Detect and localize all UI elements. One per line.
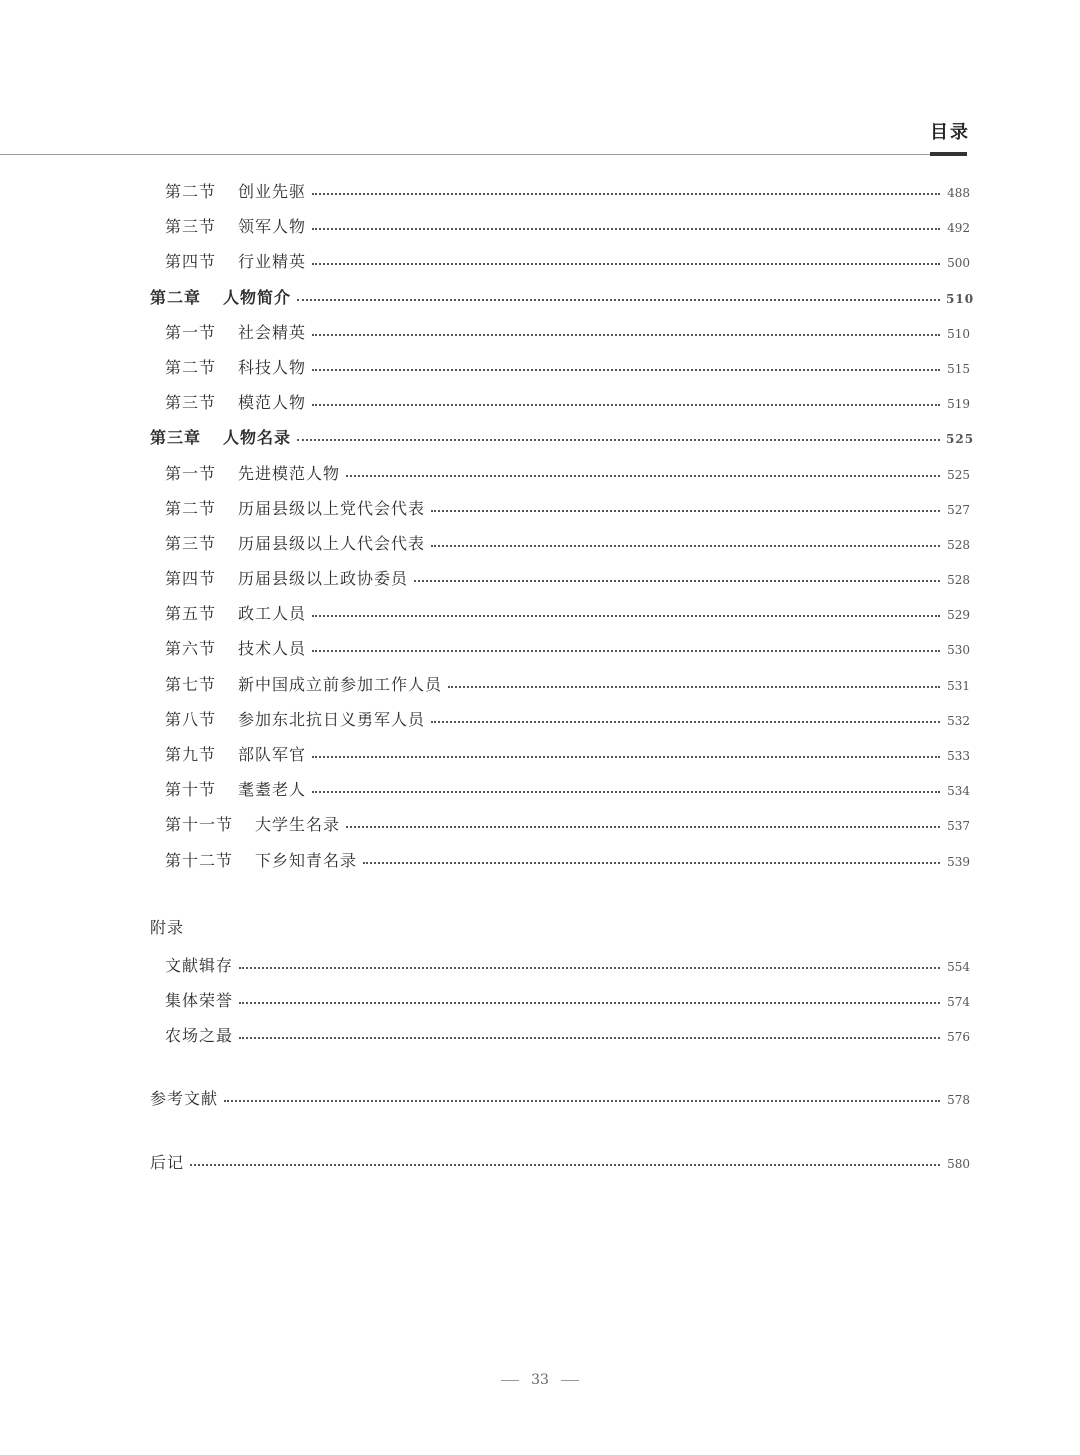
entry-number: 第三节 <box>165 533 217 553</box>
entry-title: 下乡知青名录 <box>255 850 358 870</box>
toc-entry-references[interactable] <box>150 1081 970 1116</box>
entry-number: 第十节 <box>165 780 217 800</box>
toc-section-entry[interactable] <box>150 350 970 385</box>
toc-appendix-list <box>150 948 970 1054</box>
entry-page-number: 554 <box>947 959 970 974</box>
header-accent-bar <box>930 152 967 156</box>
entry-page-number: 574 <box>947 994 970 1009</box>
toc-main-block <box>150 174 975 878</box>
entry-title: 集体荣誉 <box>165 990 234 1010</box>
dot-leader <box>312 611 940 617</box>
entry-number: 第三章 <box>150 428 202 448</box>
entry-number: 第四节 <box>165 252 217 272</box>
entry-number: 第五节 <box>165 604 217 624</box>
entry-page-number: 525 <box>946 432 975 447</box>
dot-leader <box>190 1160 940 1166</box>
entry-number: 第一节 <box>165 322 217 342</box>
page-footer <box>0 1372 1080 1388</box>
toc-appendix-heading[interactable] <box>150 908 970 948</box>
dot-leader <box>312 224 940 230</box>
entry-title: 模范人物 <box>238 393 307 413</box>
entry-title: 耄耋老人 <box>238 780 307 800</box>
entry-page-number: 580 <box>947 1156 970 1171</box>
entry-page-number: 519 <box>947 397 970 412</box>
entry-page-number: 515 <box>947 361 970 376</box>
entry-number: 第二节 <box>165 182 217 201</box>
entry-page-number: 533 <box>947 749 970 763</box>
dot-leader <box>312 259 940 265</box>
toc-section-entry[interactable] <box>150 667 970 702</box>
entry-page-number: 539 <box>947 854 970 869</box>
entry-title: 政工人员 <box>238 604 307 624</box>
entry-title: 创业先驱 <box>238 182 307 201</box>
entry-page-number: 510 <box>947 326 970 341</box>
entry-page-number: 532 <box>947 713 970 728</box>
entry-title: 参考文献 <box>150 1089 219 1109</box>
toc-appendix-entry[interactable] <box>150 983 970 1018</box>
entry-number: 第二节 <box>165 357 217 377</box>
entry-title: 参加东北抗日义勇军人员 <box>238 709 426 729</box>
dot-leader <box>448 682 940 688</box>
entry-page-number: 531 <box>947 678 970 693</box>
dot-leader <box>239 963 940 969</box>
entry-title: 行业精英 <box>238 252 307 272</box>
footer-dash-right <box>561 1380 579 1381</box>
entry-number: 第一节 <box>165 463 217 483</box>
entry-number: 第三节 <box>165 217 217 237</box>
dot-leader <box>297 435 940 441</box>
entry-page-number: 537 <box>947 819 970 834</box>
dot-leader <box>224 1096 940 1102</box>
entry-number: 第十二节 <box>165 850 234 870</box>
toc-section-entry[interactable] <box>150 596 970 631</box>
entry-number: 第二节 <box>165 498 217 518</box>
entry-page-number: 534 <box>947 784 970 799</box>
entry-page-number: 492 <box>947 221 970 236</box>
dot-leader <box>297 295 940 301</box>
entry-title: 人物简介 <box>223 287 292 307</box>
toc-section-entry[interactable] <box>150 737 970 772</box>
entry-number: 第三节 <box>165 393 217 413</box>
toc-section-entry[interactable] <box>150 385 970 420</box>
dot-leader <box>239 1033 940 1039</box>
entry-page-number: 578 <box>947 1093 970 1108</box>
entry-page-number: 500 <box>947 256 970 271</box>
entry-title: 先进模范人物 <box>238 463 341 483</box>
dot-leader <box>346 822 940 828</box>
entry-page-number: 510 <box>946 291 975 306</box>
entry-number: 第六节 <box>165 639 217 659</box>
toc-section-entry[interactable] <box>150 631 970 666</box>
dot-leader <box>414 576 940 582</box>
entry-title: 新中国成立前参加工作人员 <box>238 674 443 694</box>
dot-leader <box>312 330 940 336</box>
toc-section-entry[interactable] <box>150 772 970 807</box>
dot-leader <box>312 752 940 758</box>
page-number: 33 <box>531 1372 549 1388</box>
toc-section-entry[interactable] <box>150 174 970 209</box>
toc-section-entry[interactable] <box>150 526 970 561</box>
toc-section-entry[interactable] <box>150 561 970 596</box>
dot-leader <box>363 858 940 864</box>
toc-section-entry[interactable] <box>150 244 970 279</box>
toc-section-entry[interactable] <box>150 491 970 526</box>
entry-title: 领军人物 <box>238 217 307 237</box>
toc-section-entry[interactable] <box>150 209 970 244</box>
appendix-heading-label: 附录 <box>150 917 185 937</box>
entry-title: 人物名录 <box>223 428 292 448</box>
dot-leader <box>312 787 940 793</box>
table-of-contents <box>150 174 975 1180</box>
entry-title: 农场之最 <box>165 1026 234 1046</box>
entry-title: 历届县级以上党代会代表 <box>238 498 426 518</box>
entry-number: 第十一节 <box>165 815 234 835</box>
toc-appendix-entry[interactable] <box>150 948 970 983</box>
dot-leader <box>239 998 940 1004</box>
dot-leader <box>312 400 940 406</box>
entry-number: 第九节 <box>165 745 217 764</box>
entry-title: 后记 <box>150 1152 185 1172</box>
entry-number: 第二章 <box>150 287 202 307</box>
entry-title: 技术人员 <box>238 639 307 659</box>
toc-entry-afterword[interactable] <box>150 1145 970 1180</box>
dot-leader <box>312 646 940 652</box>
toc-section-entry[interactable] <box>150 315 970 350</box>
toc-section-entry[interactable] <box>150 843 970 878</box>
entry-page-number: 525 <box>947 467 970 482</box>
entry-title: 部队军官 <box>238 745 307 764</box>
entry-title: 文献辑存 <box>165 955 234 975</box>
dot-leader <box>431 717 940 723</box>
toc-section-entry[interactable] <box>150 807 970 842</box>
dot-leader <box>346 471 940 477</box>
dot-leader <box>431 541 940 547</box>
dot-leader <box>312 365 940 371</box>
entry-page-number: 527 <box>947 502 970 517</box>
entry-number: 第七节 <box>165 674 217 694</box>
entry-title: 历届县级以上政协委员 <box>238 569 409 589</box>
entry-number: 第四节 <box>165 569 217 589</box>
entry-title: 社会精英 <box>238 322 307 342</box>
dot-leader <box>431 506 940 512</box>
entry-page-number: 576 <box>947 1030 970 1045</box>
footer-dash-left <box>501 1380 519 1381</box>
entry-page-number: 528 <box>947 537 970 552</box>
entry-page-number: 528 <box>947 573 970 588</box>
header-rule <box>0 154 967 155</box>
toc-section-entry[interactable] <box>150 702 970 737</box>
entry-title: 大学生名录 <box>255 815 341 835</box>
entry-page-number: 488 <box>947 186 970 200</box>
entry-title: 历届县级以上人代会代表 <box>238 533 426 553</box>
entry-page-number: 529 <box>947 608 970 623</box>
dot-leader <box>312 189 940 195</box>
running-header-title: 目录 <box>930 122 970 143</box>
entry-title: 科技人物 <box>238 357 307 377</box>
entry-page-number: 530 <box>947 643 970 658</box>
entry-number: 第八节 <box>165 709 217 729</box>
toc-appendix-entry[interactable] <box>150 1018 970 1053</box>
toc-chapter-entry[interactable] <box>150 280 975 315</box>
toc-section-entry[interactable] <box>150 456 970 491</box>
toc-chapter-entry[interactable] <box>150 420 975 455</box>
